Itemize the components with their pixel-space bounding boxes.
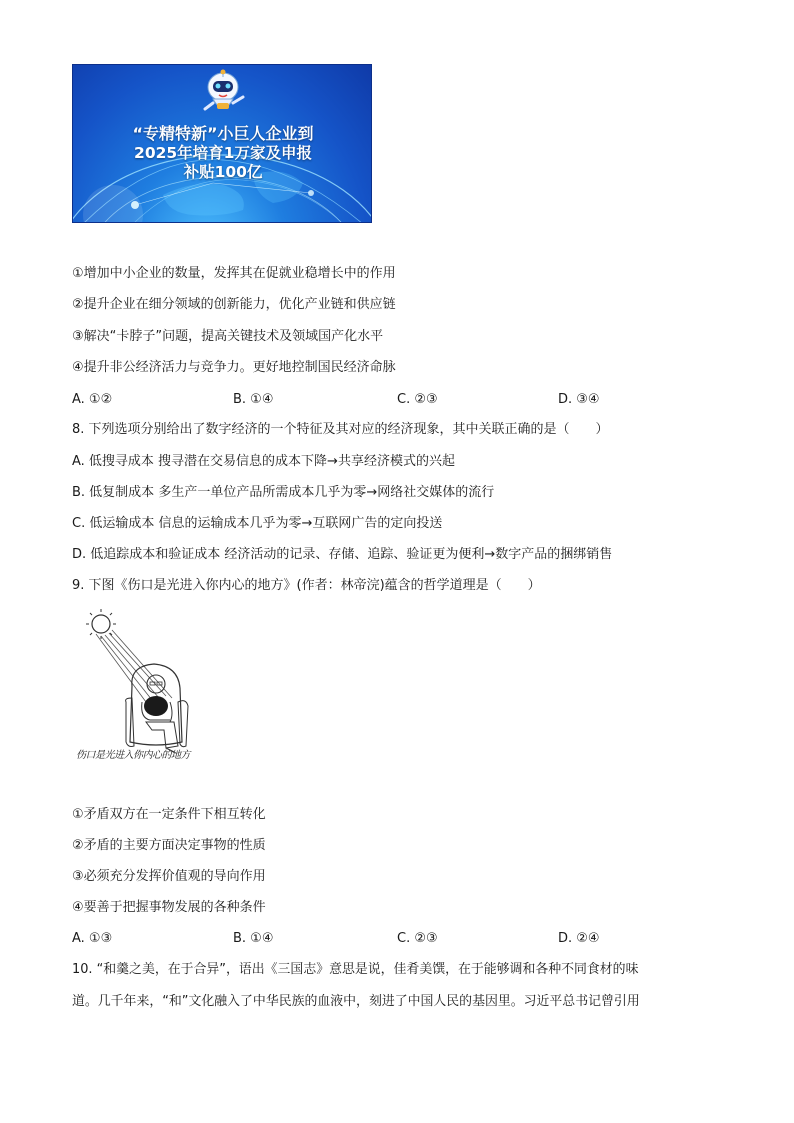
q9-option-b: B. ①④ <box>233 931 274 946</box>
q10-text-line-2: 道。几千年来，“和”文化融入了中华民族的血液中，刻进了中国人民的基因里。习近平总书记曾引用 <box>72 994 640 1009</box>
q9-stem: 9. 下图《伤口是光进入你内心的地方》(作者：林帝浣)蕴含的哲学道理是（ ） <box>72 578 541 593</box>
q8-option-a: A. 低搜寻成本 搜寻潜在交易信息的成本下降→共享经济模式的兴起 <box>72 454 455 469</box>
cartoon-caption: 伤口是光进入你内心的地方 <box>76 750 190 761</box>
q8-option-d: D. 低追踪成本和验证成本 经济活动的记录、存储、追踪、验证更为便利→数字产品的捆绑销售 <box>72 547 613 562</box>
banner-title-line-3: 补贴100亿 <box>183 163 263 181</box>
q7-statement-2: ②提升企业在细分领域的创新能力，优化产业链和供应链 <box>72 297 396 312</box>
q9-option-d: D. ②④ <box>558 931 600 946</box>
q9-option-a: A. ①③ <box>72 931 113 946</box>
wound-light-cartoon-image <box>74 606 220 764</box>
q7-option-d: D. ③④ <box>558 392 600 407</box>
q8-option-c: C. 低运输成本 信息的运输成本几乎为零→互联网广告的定向投送 <box>72 516 443 531</box>
q7-statement-3: ③解决“卡脖子”问题，提高关键技术及领域国产化水平 <box>72 329 384 344</box>
robot-mascot-icon <box>199 67 247 119</box>
q9-statement-2: ②矛盾的主要方面决定事物的性质 <box>72 838 266 853</box>
q7-option-a: A. ①② <box>72 392 113 407</box>
q7-statement-4: ④提升非公经济活力与竞争力。更好地控制国民经济命脉 <box>72 360 396 375</box>
q8-stem: 8. 下列选项分别给出了数字经济的一个特征及其对应的经济现象，其中关联正确的是（ ） <box>72 422 609 437</box>
q7-statement-1: ①增加中小企业的数量，发挥其在促就业稳增长中的作用 <box>72 266 396 281</box>
q7-option-c: C. ②③ <box>397 392 438 407</box>
banner-title-line-2: 2025年培育1万家及申报 <box>134 144 312 162</box>
q7-option-b: B. ①④ <box>233 392 274 407</box>
news-banner-image <box>72 64 372 223</box>
q9-statement-4: ④要善于把握事物发展的各种条件 <box>72 900 266 915</box>
banner-title-line-1: “专精特新”小巨人企业到 <box>132 124 314 143</box>
q9-statement-3: ③必须充分发挥价值观的导向作用 <box>72 869 266 884</box>
q9-statement-1: ①矛盾双方在一定条件下相互转化 <box>72 807 266 822</box>
q10-text-line-1: 10. “和羹之美，在于合异”，语出《三国志》意思是说，佳肴美馔，在于能够调和各种不同食材的味 <box>72 962 639 977</box>
q9-option-c: C. ②③ <box>397 931 438 946</box>
q8-option-b: B. 低复制成本 多生产一单位产品所需成本几乎为零→网络社交媒体的流行 <box>72 485 495 500</box>
